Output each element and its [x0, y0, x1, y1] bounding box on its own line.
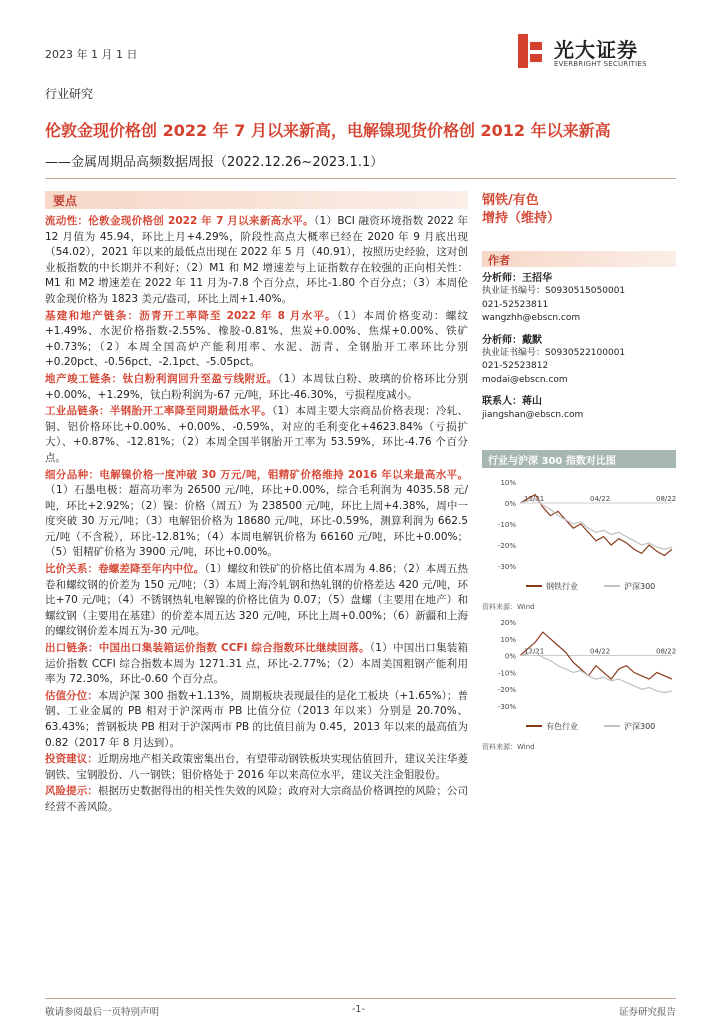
keypoint-paragraph: 基建和地产链条：沥青开工率降至 2022 年 8 月水平。（1）本周价格变动：螺纹 +1.49%、水泥价格指数-2.55%、橡胶-0.81%、焦炭+0.00%、焦煤+0.00%、铁矿+0.73%；（2）本周全国高炉产能利用率、水泥、沥青、全钢胎开工率环比分别+0.20pct、-0.56pct、-2.1pct、-5.05pct。	[45, 309, 468, 369]
keypoints-heading-bar	[45, 191, 468, 209]
author-phone: 021-52523812	[482, 361, 549, 372]
x-tick-label: 12/21	[524, 495, 545, 503]
nonferrous-vs-csi300-chart	[482, 618, 676, 738]
y-tick-label: 0%	[504, 500, 516, 508]
author-name: 分析师：戴默	[482, 334, 542, 346]
x-tick-label: 12/21	[524, 647, 545, 656]
x-tick-label: 04/22	[590, 495, 611, 503]
legend-label: 沪深300	[624, 582, 656, 591]
y-tick-label: 0%	[504, 652, 516, 661]
rating-sector: 钢铁/有色	[482, 193, 539, 208]
logo-text-en: EVERBRIGHT SECURITIES	[554, 60, 647, 68]
y-tick-label: 10%	[500, 635, 516, 644]
chart-heading: 行业与沪深 300 指数对比图	[488, 456, 616, 467]
contact-name: 联系人：蒋山	[482, 396, 542, 408]
y-tick-label: 20%	[500, 619, 516, 627]
logo-text-cn: 光大证券	[554, 38, 638, 62]
contact-email[interactable]: jiangshan@ebscn.com	[482, 409, 584, 420]
legend-label: 钢铁行业	[546, 582, 578, 591]
keypoints-heading: 要点	[53, 194, 78, 208]
authors-list	[482, 272, 625, 422]
keypoint-paragraph: 比价关系：卷螺差降至年内中位。（1）螺纹和铁矿的价格比值本周为 4.86；（2）本周五热卷和螺纹钢的价差为 150 元/吨；（3）本周上海冷轧钢和热轧钢的价格差达 420 元/吨，环比+70 元/吨；（4）不锈钢热轧电解镍的价格比值为 0.07；（5）盘螺（主要用在地产）和螺纹钢（主要用在基建）的价差本周五达 320 元/吨，环比上周+0.00%；（6）新疆和上海的螺纹钢价差本周五为-30 元/吨。	[45, 563, 469, 638]
page-number: -1-	[352, 1004, 365, 1015]
title-divider	[45, 178, 676, 179]
steel-vs-csi300-chart	[482, 478, 676, 598]
rating-value: 增持（维持）	[482, 211, 561, 226]
keypoint-paragraph: 投资建议：近期房地产相关政策密集出台，有望带动钢铁板块实现估值回升，建议关注华菱钢铁、宝钢股份、八一钢铁；钼价格处于 2016 年以来高位水平，建议关注金钼股份。	[45, 753, 469, 781]
company-logo	[516, 32, 676, 76]
series-line	[520, 495, 672, 556]
x-tick-label: 04/22	[590, 647, 611, 656]
authors-heading: 作者	[488, 254, 510, 267]
keypoint-paragraph: 工业品链条：半钢胎开工率降至同期最低水平。（1）本周主要大宗商品价格表现：冷轧、铜、铝价格环比+0.00%、+0.00%、-0.59%，对应的毛利变化+4623.84%（亏损扩大）、+0.87%、-12.81%；（2）本周全国半钢胎开工率为 53.59%，环比-4.76 个百分点。	[45, 405, 468, 464]
legend-label: 有色行业	[546, 722, 578, 731]
chart-heading-bar	[482, 450, 676, 468]
y-tick-label: -30%	[497, 703, 516, 711]
y-tick-label: -10%	[497, 669, 516, 678]
footer-divider	[45, 998, 676, 999]
series-line	[520, 652, 672, 692]
x-tick-label: 08/22	[656, 495, 676, 503]
footer-disclaimer: 敬请参阅最后一页特别声明	[45, 1007, 160, 1018]
keypoint-paragraph: 估值分位：本周沪深 300 指数+1.13%，周期板块表现最佳的是化工板块（+1.65%）；普钢、工业金属的 PB 相对于沪深两市 PB 比值分位（2013 年以来）分别是 20.70%、63.43%；普钢板块 PB 相对于沪深两市 PB 的比值目前为 0.45，2013 年以来的最高值为 0.82（2017 年 8 月达到）。	[45, 689, 468, 749]
y-tick-label: 10%	[500, 479, 516, 487]
authors-heading-bar	[482, 251, 676, 267]
author-name: 分析师：王招华	[482, 273, 552, 284]
footer-report-type: 证券研究报告	[618, 1007, 676, 1018]
sub-title: ——金属周期品高频数据周报（2022.12.26~2023.1.1）	[45, 155, 384, 170]
author-email[interactable]: modai@ebscn.com	[482, 374, 568, 385]
everbright-logo-icon	[516, 32, 544, 70]
report-date: 2023 年 1 月 1 日	[45, 48, 138, 61]
rating-block	[482, 192, 560, 228]
y-tick-label: -20%	[497, 542, 516, 550]
y-tick-label: -10%	[497, 521, 516, 529]
author-phone: 021-52523811	[482, 299, 549, 310]
keypoint-paragraph: 流动性：伦敦金现价格创 2022 年 7 月以来新高水平。（1）BCI 融资环境指数 2022 年 12 月值为 45.94，环比上月+4.29%，阶段性高点大概率已经在 2020 年 9 月底出现（54.02），2021 年以来的最低点出现在 2022 年 5 月（40.91），按照历史经验，这对创业板指数的中长期并不利好；（2）M1 和 M2 增速差与上证指数存在较强的正向相关性：M1 和 M2 增速差在 2022 年 11 月为-7.8 个百分点，环比-1.80 个百分点；（3）本周伦敦金现价格为 1823 美元/盎司，环比上周+1.40%。	[45, 215, 468, 305]
author-license: 执业证书编号：S0930515050001	[482, 286, 626, 297]
x-tick-label: 08/22	[656, 647, 676, 656]
y-tick-label: -20%	[497, 686, 516, 695]
legend-label: 沪深300	[624, 722, 656, 731]
y-tick-label: -30%	[497, 563, 516, 571]
keypoint-paragraph: 地产竣工链条：钛白粉利润回升至盈亏线附近。（1）本周钛白粉、玻璃的价格环比分别+0.00%、+1.29%，钛白粉利润为-67 元/吨，环比-46.30%，亏损程度减小。	[45, 372, 468, 401]
report-category: 行业研究	[45, 87, 94, 101]
keypoint-paragraph: 风险提示：根据历史数据得出的相关性失效的风险；政府对大宗商品价格调控的风险；公司经营不善风险。	[45, 785, 469, 813]
author-email[interactable]: wangzhh@ebscn.com	[482, 313, 581, 324]
author-license: 执业证书编号：S0930522100001	[482, 348, 626, 359]
main-title: 伦敦金现价格创 2022 年 7 月以来新高，电解镍现货价格创 2012 年以来新高	[45, 121, 611, 140]
chart-source: 资料来源：Wind	[482, 743, 535, 751]
keypoint-paragraph: 出口链条：中国出口集装箱运价指数 CCFI 综合指数环比继续回落。（1）中国出口集装箱运价指数 CCFI 综合指数本周为 1271.31 点，环比-2.77%；（2）本周美国粗钢产能利用率为 72.30%，环比-0.60 个百分点。	[45, 642, 468, 686]
chart-source: 资料来源：Wind	[482, 603, 535, 611]
keypoint-paragraph: 细分品种：电解镍价格一度冲破 30 万元/吨，钼精矿价格维持 2016 年以来最高水平。（1）石墨电极：超高功率为 26500 元/吨，环比+0.00%，综合毛利润为 4035.58 元/吨，环比+2.92%；（2）镍：价格（周五）为 238500 元/吨，环比上周+4.38%，周中一度突破 30 万元/吨；（3）电解铝价格为 18680 元/吨，环比-0.59%，测算利润为 662.5 元/吨（不含税），环比-12.81%；（4）本周电解钒价格为 66160 元/吨，环比+0.00%；（5）钼精矿价格为 3900 元/吨，环比+0.00%。	[45, 468, 468, 559]
keypoints-body	[45, 214, 468, 817]
